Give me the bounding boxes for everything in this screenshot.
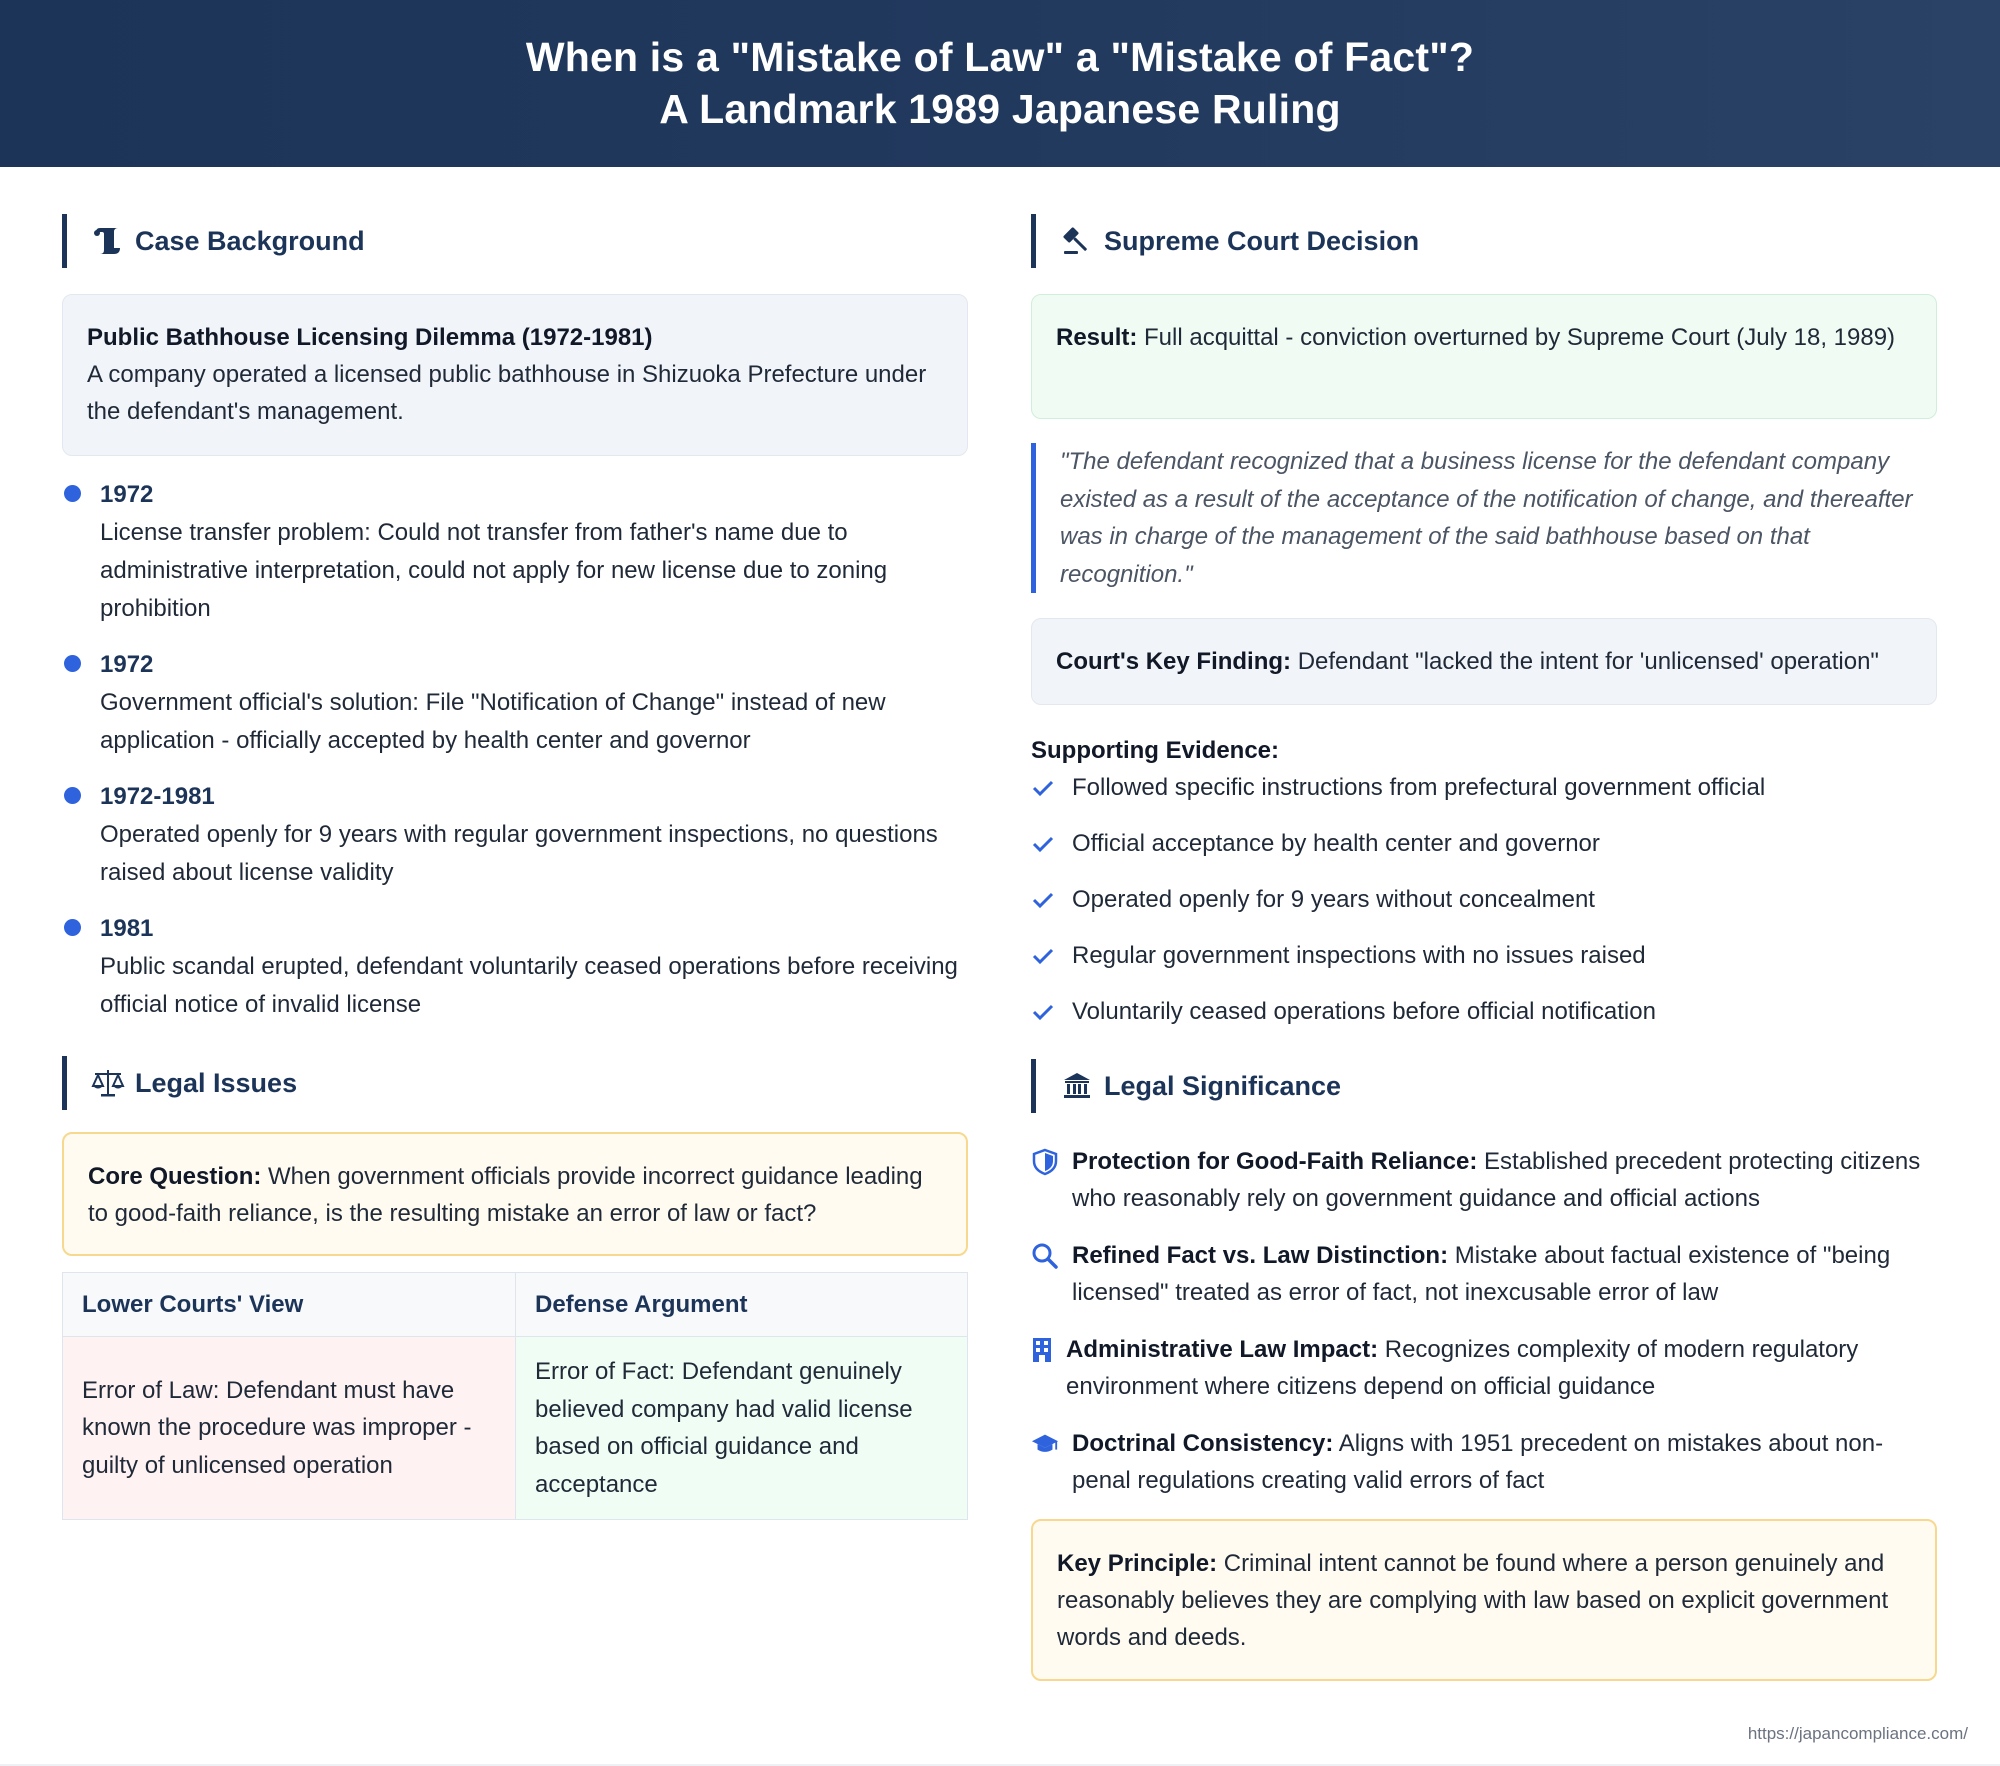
intro-text: A company operated a licensed public bathhouse in Shizuoka Prefecture under the defendant's management. [87,361,927,425]
timeline-item [62,778,968,892]
significance-text: Aligns with 1951 precedent on mistakes about non-penal regulations creating valid errors of fact [1072,1430,1884,1494]
key-principle-box [1031,1519,1937,1681]
gavel-icon [1060,224,1094,258]
right-column [1031,167,1937,1681]
evidence-item [1031,881,1937,918]
defense-argument-header: Defense Argument [515,1273,967,1337]
significance-item [1031,1331,1937,1405]
section-title: Legal Significance [1104,1070,1342,1101]
result-text: Full acquittal - conviction overturned by Supreme Court (July 18, 1989) [1137,324,1896,351]
timeline-dot [64,655,81,672]
significance-list [1031,1143,1937,1499]
section-title: Legal Issues [135,1067,298,1098]
timeline-year: 1972 [100,481,154,508]
footer-url: https://japancompliance.com/ [1747,1724,1968,1743]
building-icon [1031,1336,1053,1364]
evidence-item [1031,769,1937,806]
decision-heading [1031,214,1937,268]
result-label: Result: [1056,324,1138,351]
graduation-cap-icon [1031,1430,1059,1458]
significance-label: Refined Fact vs. Law Distinction: [1072,1242,1449,1269]
left-column [62,167,968,1520]
evidence-text: Official acceptance by health center and governor [1072,830,1600,857]
significance-label: Doctrinal Consistency: [1072,1430,1334,1457]
case-background-heading [62,214,968,268]
check-icon [1031,776,1055,800]
core-question-box [62,1132,968,1256]
magnifier-icon [1031,1242,1059,1270]
evidence-text: Regular government inspections with no issues raised [1072,942,1646,969]
evidence-text: Voluntarily ceased operations before official notification [1072,998,1656,1025]
page-title [0,31,2000,135]
timeline-text: License transfer problem: Could not transfer from father's name due to administrative interpretation, could not apply for new license due to zoning prohibition [100,519,888,622]
scale-icon [91,1066,125,1100]
quote-text: "The defendant recognized that a business license for the defendant company existed as a result of the acceptance of the notification of change, and thereafter was in charge of the management of the said bathhouse based on that recognition." [1060,448,1913,588]
significance-text: Recognizes complexity of modern regulatory environment where citizens depend on official guidance [1066,1336,1859,1400]
evidence-text: Operated openly for 9 years without concealment [1072,886,1595,913]
evidence-item [1031,993,1937,1030]
significance-item [1031,1425,1937,1499]
result-box [1031,294,1937,419]
check-icon [1031,832,1055,856]
key-finding-label: Court's Key Finding: [1056,648,1292,675]
timeline-item [62,646,968,760]
section-title: Case Background [135,225,365,256]
significance-label: Protection for Good-Faith Reliance: [1072,1148,1478,1175]
key-finding-text: Defendant "lacked the intent for 'unlicensed' operation" [1291,648,1879,675]
significance-text: Established precedent protecting citizens who reasonably rely on government guidance and official actions [1072,1148,1921,1212]
significance-text: Mistake about factual existence of "being licensed" treated as error of fact, not inexcusable error of law [1072,1242,1891,1306]
timeline-item [62,910,968,1024]
check-icon [1031,944,1055,968]
intro-title: Public Bathhouse Licensing Dilemma (1972-1981) [87,324,653,351]
timeline [62,476,968,1024]
significance-label: Administrative Law Impact: [1066,1336,1379,1363]
key-finding-box [1031,618,1937,705]
key-principle-text: Criminal intent cannot be found where a person genuinely and reasonably believes they are complying with law based on explicit government words and deeds. [1057,1550,1889,1651]
title-line-1: When is a "Mistake of Law" a "Mistake of Fact"? [525,34,1475,80]
check-icon [1031,888,1055,912]
significance-item [1031,1143,1937,1217]
timeline-dot [64,787,81,804]
timeline-item [62,476,968,628]
defense-argument: Error of Fact: Defendant genuinely believed company had valid license based on official guidance and acceptance [515,1337,967,1519]
court-quote [1031,443,1937,593]
timeline-text: Operated openly for 9 years with regular government inspections, no questions raised about license validity [100,821,938,886]
evidence-title: Supporting Evidence: [1031,737,1280,764]
timeline-dot [64,919,81,936]
institution-icon [1060,1069,1094,1103]
title-line-2: A Landmark 1989 Japanese Ruling [659,86,1341,132]
legal-issues-heading [62,1056,968,1110]
comparison-table [62,1272,968,1520]
supporting-evidence [1031,732,1937,1030]
timeline-year: 1972-1981 [100,783,215,810]
evidence-text: Followed specific instructions from prefectural government official [1072,774,1766,801]
timeline-year: 1981 [100,915,154,942]
evidence-item [1031,937,1937,974]
evidence-item [1031,825,1937,862]
lower-courts-header: Lower Courts' View [63,1273,515,1337]
timeline-year: 1972 [100,651,154,678]
lower-courts-view: Error of Law: Defendant must have known the procedure was improper - guilty of unlicensed operation [63,1337,515,1519]
core-question-label: Core Question: [88,1163,262,1190]
shield-icon [1031,1148,1059,1176]
check-icon [1031,1000,1055,1024]
section-title: Supreme Court Decision [1104,225,1420,256]
timeline-text: Government official's solution: File "Notification of Change" instead of new application - officially accepted by health center and governor [100,689,886,754]
significance-heading [1031,1059,1937,1113]
background-intro-box [62,294,968,456]
core-question-text: When government officials provide incorrect guidance leading to good-faith reliance, is the resulting mistake an error of law or fact? [88,1163,923,1227]
significance-item [1031,1237,1937,1311]
key-principle-label: Key Principle: [1057,1550,1218,1577]
timeline-text: Public scandal erupted, defendant voluntarily ceased operations before receiving official notice of invalid license [100,953,958,1018]
page-header [0,0,2000,167]
scroll-icon [91,224,125,258]
timeline-dot [64,485,81,502]
